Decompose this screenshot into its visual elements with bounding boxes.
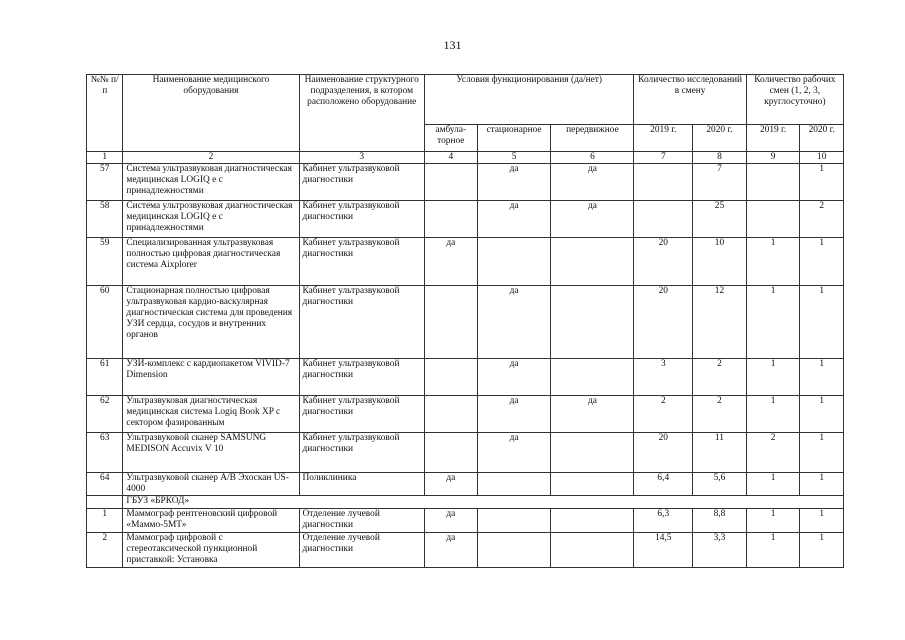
shifts-2020: 1 bbox=[800, 509, 844, 533]
stationary-cell: да bbox=[477, 201, 551, 238]
studies-2020: 3,3 bbox=[693, 533, 747, 568]
header-mobile: передвижное bbox=[551, 125, 634, 152]
column-number: 2 bbox=[123, 152, 299, 164]
studies-2019: 3 bbox=[634, 359, 693, 396]
studies-2019: 20 bbox=[634, 286, 693, 359]
mobile-cell bbox=[551, 359, 634, 396]
shifts-2020: 1 bbox=[800, 238, 844, 286]
equipment-name: Система ультразвуковая диагностическая медицинская LOGIQ e с принадлежностями bbox=[123, 164, 299, 201]
shifts-2020: 1 bbox=[800, 396, 844, 433]
row-number: 63 bbox=[87, 433, 123, 473]
section-blank-cell bbox=[87, 496, 123, 509]
studies-2020: 2 bbox=[693, 359, 747, 396]
equipment-name: Стационарная полностью цифровая ультразвуковая кардио-васкулярная диагностическая система для проведения УЗИ сердца, сосудов и внутренних органов bbox=[123, 286, 299, 359]
unit-name: Кабинет ультразвуковой диагностики bbox=[299, 359, 424, 396]
shifts-2020: 1 bbox=[800, 359, 844, 396]
studies-2020: 8,8 bbox=[693, 509, 747, 533]
mobile-cell bbox=[551, 238, 634, 286]
unit-name: Поликлиника bbox=[299, 473, 424, 496]
studies-2020: 2 bbox=[693, 396, 747, 433]
shifts-2019: 1 bbox=[746, 473, 800, 496]
section-row bbox=[87, 496, 844, 509]
shifts-2019: 1 bbox=[746, 533, 800, 568]
header-shifts-2020: 2020 г. bbox=[800, 125, 844, 152]
shifts-2019: 1 bbox=[746, 286, 800, 359]
mobile-cell: да bbox=[551, 396, 634, 433]
shifts-2020: 1 bbox=[800, 286, 844, 359]
column-number: 8 bbox=[693, 152, 747, 164]
shifts-2019: 1 bbox=[746, 509, 800, 533]
column-number: 5 bbox=[477, 152, 551, 164]
unit-name: Кабинет ультразвуковой диагностики bbox=[299, 396, 424, 433]
shifts-2019 bbox=[746, 164, 800, 201]
stationary-cell bbox=[477, 509, 551, 533]
table-row bbox=[87, 359, 844, 396]
row-number: 1 bbox=[87, 509, 123, 533]
studies-2020: 10 bbox=[693, 238, 747, 286]
ambulatory-cell bbox=[424, 164, 477, 201]
stationary-cell bbox=[477, 238, 551, 286]
studies-2019: 6,4 bbox=[634, 473, 693, 496]
column-number: 3 bbox=[299, 152, 424, 164]
shifts-2020: 1 bbox=[800, 164, 844, 201]
row-number: 61 bbox=[87, 359, 123, 396]
unit-name: Кабинет ультразвуковой диагностики bbox=[299, 433, 424, 473]
equipment-name: Маммограф цифровой с стереотаксической пункционной приставкой: Установка bbox=[123, 533, 299, 568]
studies-2019: 20 bbox=[634, 433, 693, 473]
studies-2020: 11 bbox=[693, 433, 747, 473]
stationary-cell: да bbox=[477, 433, 551, 473]
equipment-name: Ультразвуковая диагностическая медицинская система Logiq Book XP с сектором фазированным bbox=[123, 396, 299, 433]
studies-2019 bbox=[634, 164, 693, 201]
studies-2019: 6,3 bbox=[634, 509, 693, 533]
stationary-cell bbox=[477, 473, 551, 496]
ambulatory-cell bbox=[424, 286, 477, 359]
column-number: 9 bbox=[746, 152, 800, 164]
equipment-name: Ультразвуковой сканер SAMSUNG MEDISON Accuvix V 10 bbox=[123, 433, 299, 473]
mobile-cell: да bbox=[551, 201, 634, 238]
page-number: 131 bbox=[443, 38, 462, 52]
unit-name: Кабинет ультразвуковой диагностики bbox=[299, 286, 424, 359]
ambulatory-cell: да bbox=[424, 238, 477, 286]
header-stationary: стационарное bbox=[477, 125, 551, 152]
shifts-2019: 2 bbox=[746, 433, 800, 473]
row-number: 2 bbox=[87, 533, 123, 568]
table-row bbox=[87, 396, 844, 433]
equipment-table bbox=[86, 74, 844, 568]
studies-2019: 14,5 bbox=[634, 533, 693, 568]
header-ambulatory: амбула-торное bbox=[424, 125, 477, 152]
row-number: 60 bbox=[87, 286, 123, 359]
studies-2020: 25 bbox=[693, 201, 747, 238]
header-studies: Количество исследований в смену bbox=[634, 75, 746, 125]
column-number: 1 bbox=[87, 152, 123, 164]
shifts-2019: 1 bbox=[746, 359, 800, 396]
studies-2020: 5,6 bbox=[693, 473, 747, 496]
stationary-cell: да bbox=[477, 286, 551, 359]
row-number: 57 bbox=[87, 164, 123, 201]
stationary-cell: да bbox=[477, 164, 551, 201]
shifts-2020: 2 bbox=[800, 201, 844, 238]
mobile-cell bbox=[551, 473, 634, 496]
shifts-2019: 1 bbox=[746, 238, 800, 286]
equipment-name: Система ультрозвуковая диагностическая медицинская LOGIQ e с принадлежностями bbox=[123, 201, 299, 238]
row-number: 58 bbox=[87, 201, 123, 238]
studies-2019 bbox=[634, 201, 693, 238]
shifts-2020: 1 bbox=[800, 473, 844, 496]
shifts-2019: 1 bbox=[746, 396, 800, 433]
column-number: 7 bbox=[634, 152, 693, 164]
ambulatory-cell: да bbox=[424, 509, 477, 533]
equipment-name: Ультразвуковой сканер А/В Эхоскан US-4000 bbox=[123, 473, 299, 496]
shifts-2020: 1 bbox=[800, 433, 844, 473]
unit-name: Кабинет ультразвуковой диагностики bbox=[299, 238, 424, 286]
section-title: ГБУЗ «БРКОД» bbox=[123, 496, 844, 509]
studies-2020: 12 bbox=[693, 286, 747, 359]
mobile-cell bbox=[551, 286, 634, 359]
header-unit: Наименование структурного подразделения, в котором расположено оборудование bbox=[299, 75, 424, 152]
column-number: 4 bbox=[424, 152, 477, 164]
header-shifts-2019: 2019 г. bbox=[746, 125, 800, 152]
equipment-name: Маммограф рентгеновский цифровой «Маммо-5МТ» bbox=[123, 509, 299, 533]
table-row bbox=[87, 238, 844, 286]
stationary-cell: да bbox=[477, 359, 551, 396]
table-row bbox=[87, 164, 844, 201]
ambulatory-cell: да bbox=[424, 473, 477, 496]
table-row bbox=[87, 533, 844, 568]
unit-name: Кабинет ультразвуковой диагностики bbox=[299, 201, 424, 238]
shifts-2020: 1 bbox=[800, 533, 844, 568]
header-num: №№ п/п bbox=[87, 75, 123, 152]
ambulatory-cell bbox=[424, 201, 477, 238]
ambulatory-cell bbox=[424, 433, 477, 473]
ambulatory-cell bbox=[424, 359, 477, 396]
table-row bbox=[87, 433, 844, 473]
mobile-cell bbox=[551, 533, 634, 568]
column-number: 6 bbox=[551, 152, 634, 164]
unit-name: Кабинет ультразвуковой диагностики bbox=[299, 164, 424, 201]
ambulatory-cell: да bbox=[424, 533, 477, 568]
table-row bbox=[87, 509, 844, 533]
studies-2020: 7 bbox=[693, 164, 747, 201]
unit-name: Отделение лучевой диагностики bbox=[299, 533, 424, 568]
row-number: 64 bbox=[87, 473, 123, 496]
mobile-cell: да bbox=[551, 164, 634, 201]
stationary-cell: да bbox=[477, 396, 551, 433]
header-conditions: Условия функционирования (да/нет) bbox=[424, 75, 633, 125]
table-row bbox=[87, 473, 844, 496]
stationary-cell bbox=[477, 533, 551, 568]
equipment-name: Специализированная ультразвуковая полностью цифровая диагностическая система Aixplorer bbox=[123, 238, 299, 286]
mobile-cell bbox=[551, 509, 634, 533]
header-studies-2020: 2020 г. bbox=[693, 125, 747, 152]
ambulatory-cell bbox=[424, 396, 477, 433]
unit-name: Отделение лучевой диагностики bbox=[299, 509, 424, 533]
column-number: 10 bbox=[800, 152, 844, 164]
table-row bbox=[87, 286, 844, 359]
row-number: 59 bbox=[87, 238, 123, 286]
mobile-cell bbox=[551, 433, 634, 473]
shifts-2019 bbox=[746, 201, 800, 238]
column-number-row bbox=[87, 152, 844, 164]
row-number: 62 bbox=[87, 396, 123, 433]
header-equipment: Наименование медицинского оборудования bbox=[123, 75, 299, 152]
studies-2019: 20 bbox=[634, 238, 693, 286]
header-shifts: Количество рабочих смен (1, 2, 3, круглосуточно) bbox=[746, 75, 843, 125]
table-row bbox=[87, 201, 844, 238]
studies-2019: 2 bbox=[634, 396, 693, 433]
equipment-name: УЗИ-комплекс с кардиопакетом VIVID-7 Dimension bbox=[123, 359, 299, 396]
header-studies-2019: 2019 г. bbox=[634, 125, 693, 152]
